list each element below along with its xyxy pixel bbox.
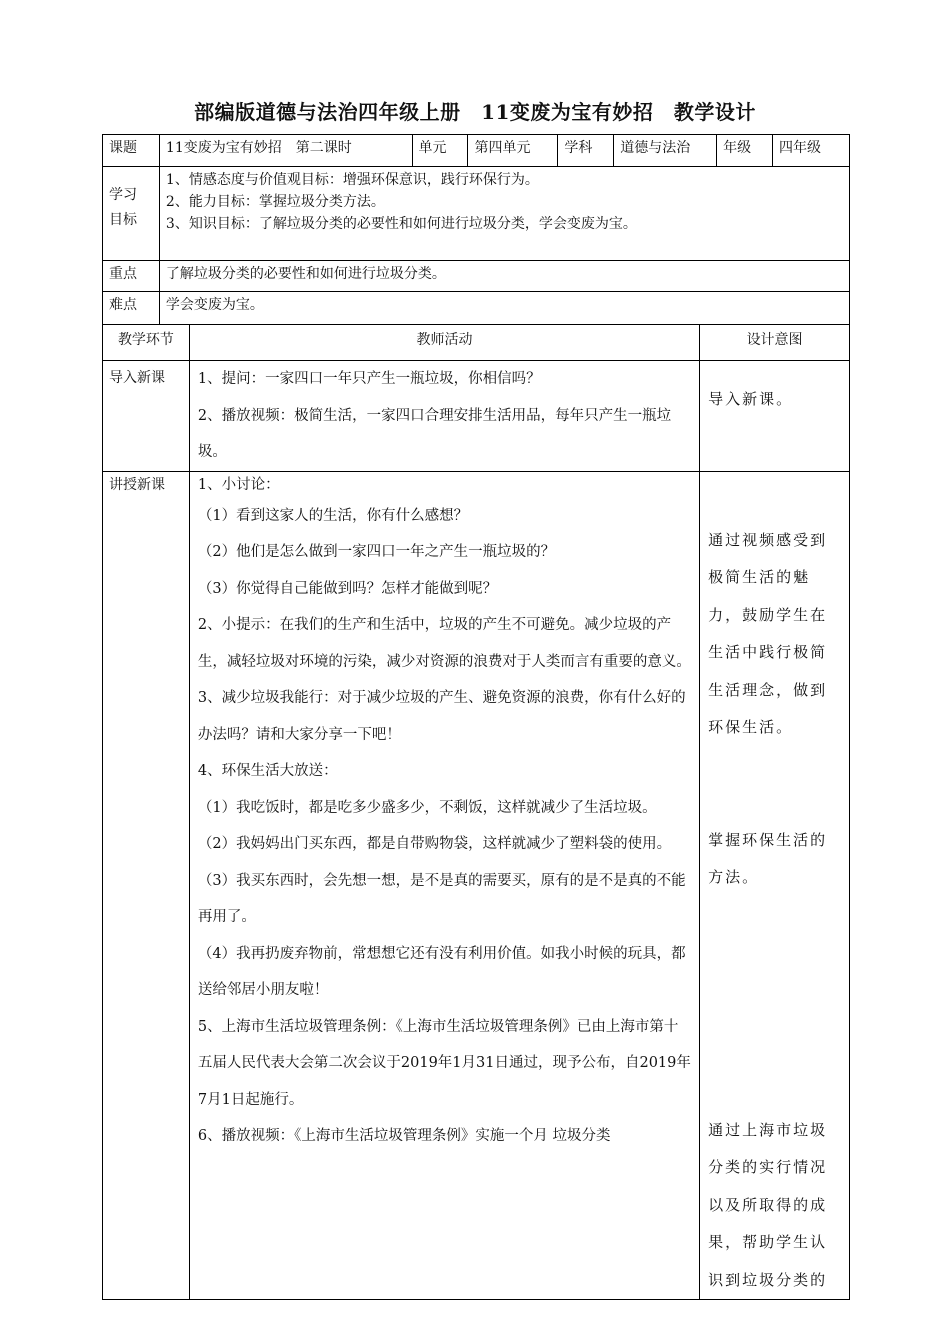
intent-paragraph: 掌握环保生活的方法。: [708, 830, 828, 886]
subject-value: 道德与法治: [614, 135, 717, 167]
header-design-intent: 设计意图: [700, 325, 850, 361]
activity-line: （3）你觉得自己能做到吗？怎样才能做到呢？: [197, 580, 498, 597]
header-stage: 教学环节: [103, 325, 190, 361]
activity-line: （1）我吃饭时，都是吃多少盛多少，不剩饭，这样就减少了生活垃圾。: [197, 799, 657, 816]
objectives-label-line-2: 目标: [109, 212, 137, 228]
grade-value: 四年级: [773, 135, 850, 167]
difficulty-value: 学会变废为宝。: [159, 292, 849, 325]
activity-line: 2、播放视频：极简生活，一家四口合理安排生活用品，每年只产生一瓶垃圾。: [197, 407, 672, 460]
intro-activities: [189, 361, 699, 472]
objective-item: 2、能力目标：掌握垃圾分类方法。: [165, 194, 385, 210]
teach-stage: 讲授新课: [103, 471, 190, 1300]
topic-value: 11变废为宝有妙招 第二课时: [159, 135, 412, 167]
intent-paragraph: 通过视频感受到极简生活的魅力，鼓励学生在生活中践行极简生活理念，做到环保生活。: [708, 530, 828, 736]
grade-label: 年级: [717, 135, 773, 167]
teach-intents: [700, 471, 850, 1300]
teach-activities: [189, 471, 699, 1300]
intent-paragraph: 通过上海市垃圾分类的实行情况以及所取得的成果，帮助学生认识到垃圾分类的: [708, 1120, 828, 1289]
unit-label: 单元: [412, 135, 468, 167]
activity-line: 4、环保生活大放送：: [197, 763, 338, 779]
intro-stage: 导入新课: [103, 361, 190, 472]
subject-label: 学科: [558, 135, 614, 167]
activity-line: （2）他们是怎么做到一家四口一年之产生一瓶垃圾的？: [197, 544, 556, 560]
activity-line: （3）我买东西时，会先想一想，是不是真的需要买，原有的是不是真的不能再用了。: [197, 872, 686, 925]
activity-line: 6、播放视频：《上海市生活垃圾管理条例》实施一个月 垃圾分类: [197, 1128, 611, 1144]
lesson-info-table: [102, 134, 850, 325]
key-point-value: 了解垃圾分类的必要性和如何进行垃圾分类。: [159, 261, 849, 292]
objective-item: 3、知识目标：了解垃圾分类的必要性和如何进行垃圾分类，学会变废为宝。: [165, 216, 637, 232]
activity-line: 2、小提示：在我们的生产和生活中，垃圾的产生不可避免。减少垃圾的产生，减轻垃圾对环境的污染，减少对资源的浪费对于人类而言有重要的意义。: [197, 617, 691, 670]
teaching-process-table: [102, 324, 850, 1300]
key-point-label: 重点: [103, 261, 160, 292]
activity-line: 1、提问：一家四口一年只产生一瓶垃圾，你相信吗？: [197, 371, 541, 387]
intro-intent: 导入新课。: [700, 361, 850, 472]
difficulty-label: 难点: [103, 292, 160, 325]
activity-line: 3、减少垃圾我能行：对于减少垃圾的产生、避免资源的浪费，你有什么好的办法吗？请和大家分享一下吧！: [197, 690, 686, 743]
objective-item: 1、情感态度与价值观目标：增强环保意识，践行环保行为。: [165, 172, 539, 188]
objectives-label: [103, 167, 160, 261]
topic-label: 课题: [103, 135, 160, 167]
activity-line: （4）我再扔废弃物前，常想想它还有没有利用价值。如我小时候的玩具，都送给邻居小朋友啦！: [197, 945, 686, 998]
header-teacher-activity: 教师活动: [189, 325, 699, 361]
objectives-content: [159, 167, 849, 261]
activity-line: （1）看到这家人的生活，你有什么感想？: [197, 507, 469, 524]
objectives-label-line-1: 学习: [109, 187, 137, 203]
unit-value: 第四单元: [468, 135, 558, 167]
document-title: 部编版道德与法治四年级上册 11变废为宝有妙招 教学设计: [194, 100, 756, 124]
activity-line: （2）我妈妈出门买东西，都是自带购物袋，这样就减少了塑料袋的使用。: [197, 836, 672, 852]
activity-line: 1、小讨论：: [197, 476, 280, 493]
activity-line: 5、上海市生活垃圾管理条例：《上海市生活垃圾管理条例》已由上海市第十五届人民代表大会第二次会议于2019年1月31日通过，现予公布，自2019年7月1日起施行。: [197, 1018, 691, 1108]
